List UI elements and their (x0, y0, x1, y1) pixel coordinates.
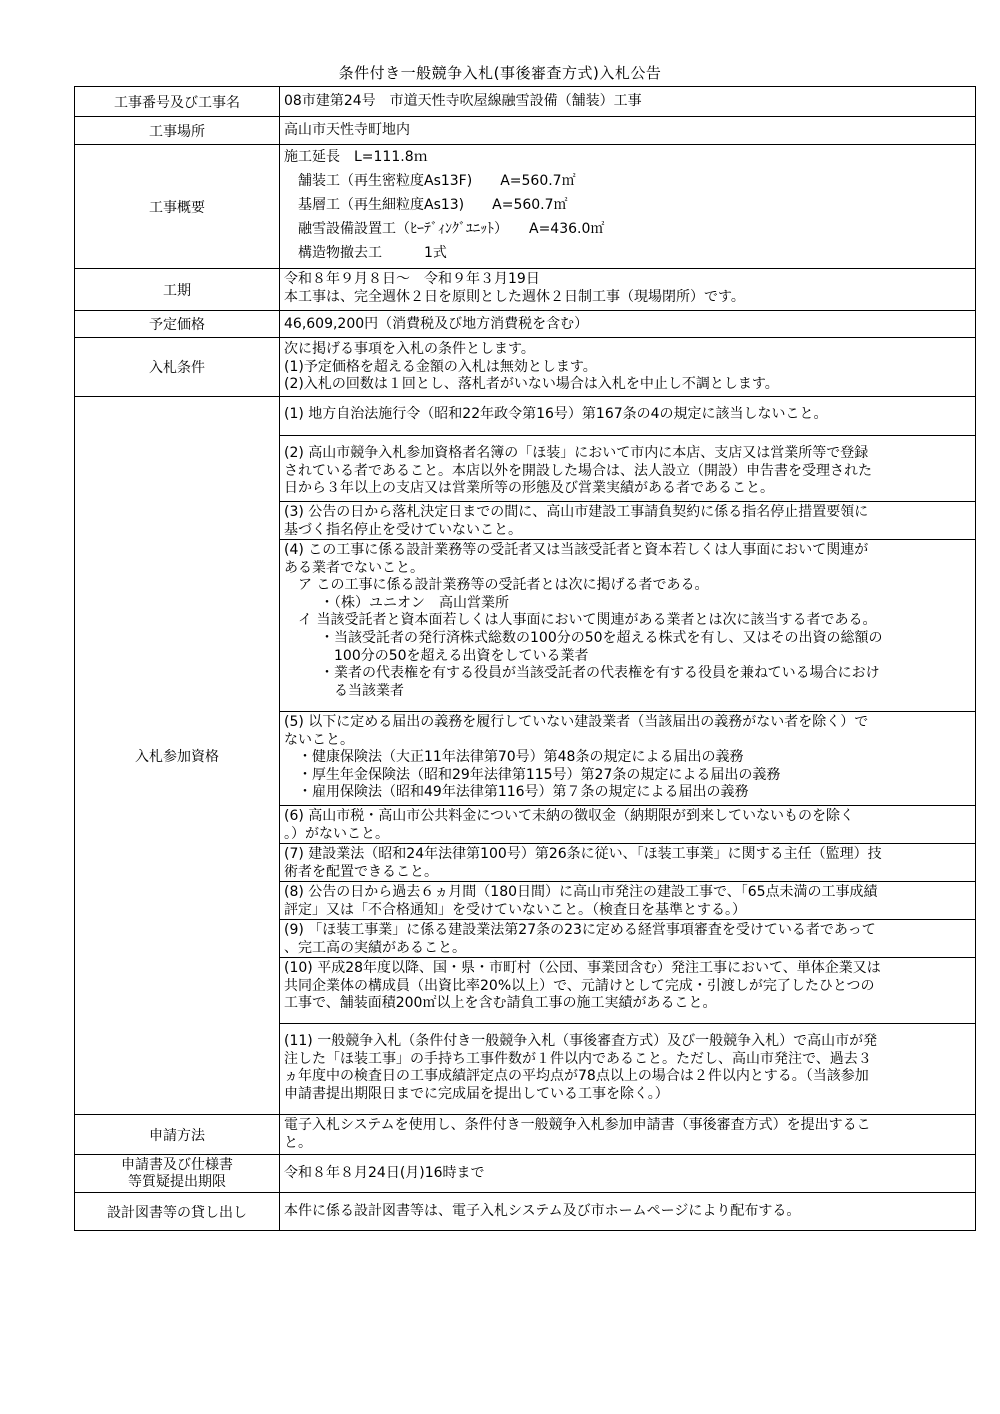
conditions-line: (1)予定価格を超える金額の入札は無効とします。 (284, 358, 597, 375)
document-title: 条件付き一般競争入札(事後審査方式)入札公告 (338, 64, 662, 82)
notice-table (74, 86, 976, 1231)
value-location: 高山市天性寺町地内 (284, 122, 410, 139)
qualification-item-11: (11) 一般競争入札（条件付き一般競争入札（事後審査方式）及び一般競争入札）で高山市が発 注した「ほ装工事」の手持ち工事件数が１件以内であること。ただし、高山市発注で、過去３ ヵ年度中の検査日の工事成績評定点の平均点が78点以上の場合は２件以内とする。（当該参加 申請書提出期限日までに完成届を提出している工事を除く。） (284, 1033, 878, 1102)
row-project (75, 87, 976, 117)
label-overview: 工事概要 (75, 145, 280, 269)
qualification-item-7: (7) 建設業法（昭和24年法律第100号）第26条に従い、「ほ装工事業」に関する主任（監理）技 術者を配置できること。 (280, 844, 975, 882)
row-price (75, 311, 976, 338)
qualification-item-3: (3) 公告の日から落札決定日までの間に、高山市建設工事請負契約に係る指名停止措置要領に 基づく指名停止を受けていないこと。 (280, 502, 975, 540)
label-qualifications: 入札参加資格 (75, 397, 280, 1115)
label-period: 工期 (75, 269, 280, 311)
qualification-item-5: (5) 以下に定める届出の義務を履行していない建設業者（当該届出の義務がない者を除く）で ないこと。 ・健康保険法（大正11年法律第70号）第48条の規定による届出の義務 ・厚生年金保険法（昭和29年法律第115号）第27条の規定による届出の義務 ・雇用保険法（昭和49年法律第116号）第７条の規定による届出の義務 (280, 712, 975, 806)
label-application: 申請方法 (75, 1115, 280, 1155)
label-conditions: 入札条件 (75, 338, 280, 397)
qualification-item-8: (8) 公告の日から過去６ヵ月間（180日間）に高山市発注の建設工事で、「65点未満の工事成績 評定」又は「不合格通知」を受けていないこと。（検査日を基準とする。） (280, 882, 975, 920)
qualification-item-10: (10) 平成28年度以降、国・県・市町村（公団、事業団含む）発注工事において、単体企業又は 共同企業体の構成員（出資比率20%以上）で、元請けとして完成・引渡しが完了したひとつの 工事で、舗装面積200㎡以上を含む請負工事の施工実績があること。 (280, 958, 975, 1024)
label-project: 工事番号及び工事名 (75, 87, 280, 117)
value-deadline: 令和８年８月24日(月)16時まで (284, 1165, 485, 1182)
period-line: 令和８年９月８日～ 令和９年３月19日 (284, 271, 540, 287)
conditions-line: 次に掲げる事項を入札の条件とします。 (284, 341, 535, 357)
label-deadline: 申請書及び仕様書 等質疑提出期限 (75, 1155, 280, 1193)
qualification-item-2: (2) 高山市競争入札参加資格者名簿の「ほ装」において市内に本店、支店又は営業所等で登録 されている者であること。本店以外を開設した場合は、法人設立（開設）申告書を受理された 日から３年以上の支店又は営業所等の形態及び営業実績がある者であること。 (280, 436, 975, 502)
label-price: 予定価格 (75, 311, 280, 338)
overview-line: 舗装工（再生密粒度As13F) A=560.7㎡ (298, 173, 576, 189)
application-line: 電子入札システムを使用し、条件付き一般競争入札参加申請書（事後審査方式）を提出するこ (284, 1117, 871, 1133)
period-line: 本工事は、完全週休２日を原則とした週休２日制工事（現場閉所）です。 (284, 288, 745, 305)
row-deadline (75, 1155, 976, 1193)
value-price: 46,609,200円（消費税及び地方消費税を含む） (284, 315, 589, 332)
qualification-item-1: (1) 地方自治法施行令（昭和22年政令第16号）第167条の4の規定に該当しないこと。 (280, 397, 975, 436)
conditions-line: (2)入札の回数は１回とし、落札者がいない場合は入札を中止し不調とします。 (284, 376, 779, 392)
label-drawings: 設計図書等の貸し出し (75, 1193, 280, 1231)
overview-line: 施工延長 L=111.8ｍ (284, 149, 428, 165)
row-drawings (75, 1193, 976, 1231)
row-conditions (75, 338, 976, 397)
overview-line: 構造物撤去工 1式 (298, 245, 447, 261)
row-application (75, 1115, 976, 1155)
row-qualifications (75, 397, 976, 1115)
row-overview (75, 145, 976, 269)
row-period (75, 269, 976, 311)
value-project: 08市建第24号 市道天性寺吹屋線融雪設備（舗装）工事 (284, 93, 642, 110)
qualification-item-4: (4) この工事に係る設計業務等の受託者又は当該受託者と資本若しくは人事面において関連が ある業者でないこと。 ア この工事に係る設計業務等の受託者とは次に掲げる者である。 ・（株）ユニオン 高山営業所 イ 当該受託者と資本面若しくは人事面において関連がある業者とは次に該当する者である。 ・当該受託者の発行済株式総数の100分の50を超える株式を有し、又はその出資の総額の 100分の50を超える出資をしている業者 ・業者の代表権を有する役員が当該受託者の代表権を有する役員を兼ねている場合におけ る当該業者 (280, 540, 975, 712)
row-location (75, 117, 976, 145)
overview-line: 融雪設備設置工（ﾋｰﾃﾞｨﾝｸﾞﾕﾆｯﾄ） A=436.0㎡ (298, 221, 605, 237)
overview-line: 基層工（再生細粒度As13) A=560.7㎡ (298, 197, 568, 213)
qualification-item-9: (9) 「ほ装工事業」に係る建設業法第27条の23に定める経営事項審査を受けている者であって 、完工高の実績があること。 (280, 920, 975, 958)
label-location: 工事場所 (75, 117, 280, 145)
value-drawings: 本件に係る設計図書等は、電子入札システム及び市ホームページにより配布する。 (284, 1203, 801, 1220)
application-line: と。 (284, 1134, 312, 1151)
qualification-item-6: (6) 高山市税・高山市公共料金について未納の徴収金（納期限が到来していないものを除く 。）がないこと。 (280, 806, 975, 844)
